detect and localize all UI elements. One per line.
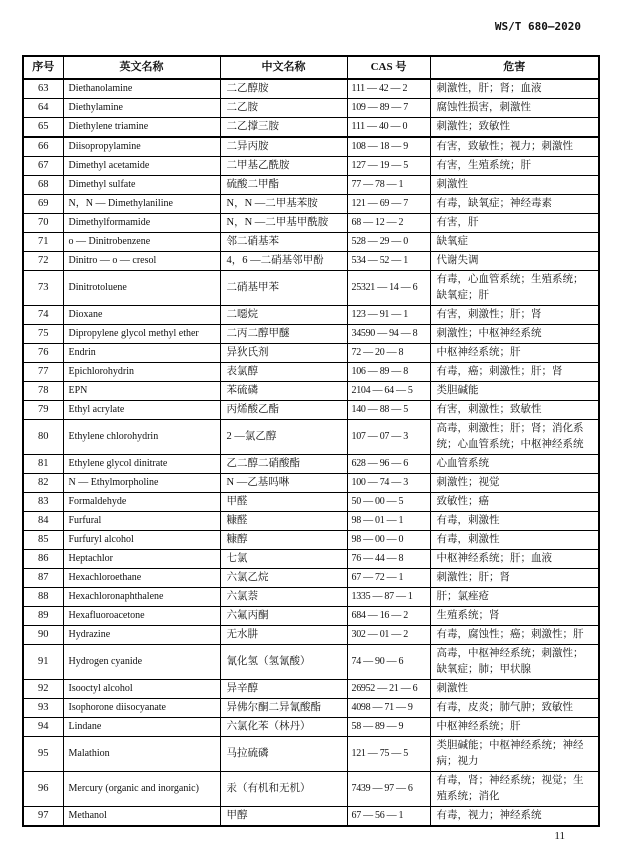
table-row <box>23 550 599 569</box>
english-name: Dimethyl sulfate <box>63 176 220 195</box>
hazard-text: 有毒，刺激性 <box>430 531 599 550</box>
hazard-text: 有害，致敏性；视力；刺激性 <box>430 137 599 157</box>
hazard-text: 有害，肝 <box>430 214 599 233</box>
cas-number: 302 — 01 — 2 <box>347 626 430 645</box>
cas-number: 123 — 91 — 1 <box>347 306 430 325</box>
row-number: 79 <box>23 401 63 420</box>
cas-number: 1335 — 87 — 1 <box>347 588 430 607</box>
hazard-text: 高毒，中枢神经系统；刺激性；缺氧症；肺；甲状腺 <box>430 645 599 680</box>
english-name: Malathion <box>63 737 220 772</box>
english-name: Dinitro — o — cresol <box>63 252 220 271</box>
cas-number: 34590 — 94 — 8 <box>347 325 430 344</box>
english-name: o — Dinitrobenzene <box>63 233 220 252</box>
cas-number: 77 — 78 — 1 <box>347 176 430 195</box>
chinese-name: 二丙二醇甲醚 <box>220 325 347 344</box>
page-number: 11 <box>554 830 565 842</box>
cas-number: 684 — 16 — 2 <box>347 607 430 626</box>
table-row <box>23 455 599 474</box>
english-name: Ethyl acrylate <box>63 401 220 420</box>
row-number: 90 <box>23 626 63 645</box>
english-name: Diethylene triamine <box>63 118 220 138</box>
english-name: Hexachloronaphthalene <box>63 588 220 607</box>
cas-number: 140 — 88 — 5 <box>347 401 430 420</box>
cas-number: 67 — 56 — 1 <box>347 807 430 827</box>
english-name: Dioxane <box>63 306 220 325</box>
english-name: Hexachloroethane <box>63 569 220 588</box>
english-name: Hydrazine <box>63 626 220 645</box>
chinese-name: 甲醛 <box>220 493 347 512</box>
cas-number: 534 — 52 — 1 <box>347 252 430 271</box>
row-number: 71 <box>23 233 63 252</box>
header-hazard: 危害 <box>430 56 599 79</box>
cas-number: 109 — 89 — 7 <box>347 99 430 118</box>
hazard-text: 中枢神经系统；肝 <box>430 718 599 737</box>
hazard-text: 刺激性；肝；肾 <box>430 569 599 588</box>
hazard-text: 高毒，刺激性；肝；肾；消化系统；心血管系统；中枢神经系统 <box>430 420 599 455</box>
english-name: Isooctyl alcohol <box>63 680 220 699</box>
row-number: 85 <box>23 531 63 550</box>
english-name: Furfural <box>63 512 220 531</box>
row-number: 97 <box>23 807 63 827</box>
hazard-text: 有毒，心血管系统；生殖系统；缺氧症；肝 <box>430 271 599 306</box>
english-name: Ethylene chlorohydrin <box>63 420 220 455</box>
chinese-name: 二异丙胺 <box>220 137 347 157</box>
chinese-name: N，N —二甲基苯胺 <box>220 195 347 214</box>
chinese-name: 氰化氢（氢氰酸） <box>220 645 347 680</box>
hazard-text: 中枢神经系统；肝；血液 <box>430 550 599 569</box>
chinese-name: 二乙胺 <box>220 99 347 118</box>
row-number: 70 <box>23 214 63 233</box>
row-number: 96 <box>23 772 63 807</box>
row-number: 84 <box>23 512 63 531</box>
chinese-name: 邻二硝基苯 <box>220 233 347 252</box>
cas-number: 74 — 90 — 6 <box>347 645 430 680</box>
english-name: Hydrogen cyanide <box>63 645 220 680</box>
table-row <box>23 588 599 607</box>
row-number: 72 <box>23 252 63 271</box>
hazard-text: 有毒，腐蚀性；癌；刺激性；肝 <box>430 626 599 645</box>
chinese-name: 硫酸二甲酯 <box>220 176 347 195</box>
table-row <box>23 99 599 118</box>
cas-number: 7439 — 97 — 6 <box>347 772 430 807</box>
english-name: Diethanolamine <box>63 79 220 99</box>
hazard-text: 刺激性；视觉 <box>430 474 599 493</box>
english-name: Isophorone diisocyanate <box>63 699 220 718</box>
table-row <box>23 569 599 588</box>
table-row <box>23 137 599 157</box>
chinese-name: 六氯化苯（林丹） <box>220 718 347 737</box>
cas-number: 58 — 89 — 9 <box>347 718 430 737</box>
english-name: Dimethylformamide <box>63 214 220 233</box>
row-number: 76 <box>23 344 63 363</box>
table-row <box>23 325 599 344</box>
hazard-text: 腐蚀性损害，刺激性 <box>430 99 599 118</box>
english-name: Epichlorohydrin <box>63 363 220 382</box>
hazard-text: 刺激性 <box>430 176 599 195</box>
chinese-name: 二硝基甲苯 <box>220 271 347 306</box>
hazard-text: 有害，刺激性；肝；肾 <box>430 306 599 325</box>
cas-number: 67 — 72 — 1 <box>347 569 430 588</box>
chinese-name: 马拉硫磷 <box>220 737 347 772</box>
row-number: 87 <box>23 569 63 588</box>
chinese-name: 二乙撑三胺 <box>220 118 347 138</box>
chinese-name: 丙烯酸乙酯 <box>220 401 347 420</box>
table-row <box>23 737 599 772</box>
cas-number: 111 — 42 — 2 <box>347 79 430 99</box>
table-header <box>23 56 599 79</box>
cas-number: 98 — 00 — 0 <box>347 531 430 550</box>
table-row <box>23 626 599 645</box>
english-name: Dimethyl acetamide <box>63 157 220 176</box>
hazard-text: 有毒，刺激性 <box>430 512 599 531</box>
hazard-text: 肝；氯痤疮 <box>430 588 599 607</box>
row-number: 63 <box>23 79 63 99</box>
row-number: 95 <box>23 737 63 772</box>
hazard-text: 刺激性；中枢神经系统 <box>430 325 599 344</box>
english-name: N，N — Dimethylaniline <box>63 195 220 214</box>
english-name: EPN <box>63 382 220 401</box>
hazard-text: 有毒，癌；刺激性；肝；肾 <box>430 363 599 382</box>
header-english-name: 英文名称 <box>63 56 220 79</box>
chinese-name: 乙二醇二硝酸酯 <box>220 455 347 474</box>
chinese-name: 糠醇 <box>220 531 347 550</box>
table-row <box>23 271 599 306</box>
hazard-text: 有害，生殖系统；肝 <box>430 157 599 176</box>
hazard-text: 刺激性；致敏性 <box>430 118 599 138</box>
hazard-text: 心血管系统 <box>430 455 599 474</box>
cas-number: 50 — 00 — 5 <box>347 493 430 512</box>
table-row <box>23 195 599 214</box>
table-row <box>23 645 599 680</box>
english-name: Diisopropylamine <box>63 137 220 157</box>
table-row <box>23 420 599 455</box>
chinese-name: 糠醛 <box>220 512 347 531</box>
chinese-name: 汞（有机和无机） <box>220 772 347 807</box>
header-chinese-name: 中文名称 <box>220 56 347 79</box>
hazard-text: 有毒，肾；神经系统；视觉；生殖系统；消化 <box>430 772 599 807</box>
row-number: 66 <box>23 137 63 157</box>
chinese-name: 二乙醇胺 <box>220 79 347 99</box>
chinese-name: N —乙基吗啉 <box>220 474 347 493</box>
english-name: Ethylene glycol dinitrate <box>63 455 220 474</box>
hazard-text: 有毒，皮炎；肺气肿；致敏性 <box>430 699 599 718</box>
table-row <box>23 252 599 271</box>
cas-number: 108 — 18 — 9 <box>347 137 430 157</box>
row-number: 91 <box>23 645 63 680</box>
english-name: Endrin <box>63 344 220 363</box>
cas-number: 68 — 12 — 2 <box>347 214 430 233</box>
cas-number: 107 — 07 — 3 <box>347 420 430 455</box>
table-row <box>23 344 599 363</box>
cas-number: 2104 — 64 — 5 <box>347 382 430 401</box>
standard-code: WS/T 680—2020 <box>494 20 581 33</box>
cas-number: 127 — 19 — 5 <box>347 157 430 176</box>
hazard-text: 刺激性 <box>430 680 599 699</box>
cas-number: 76 — 44 — 8 <box>347 550 430 569</box>
english-name: Dipropylene glycol methyl ether <box>63 325 220 344</box>
hazard-text: 生殖系统；肾 <box>430 607 599 626</box>
chinese-name: 六氯萘 <box>220 588 347 607</box>
chinese-name: N，N —二甲基甲酰胺 <box>220 214 347 233</box>
hazard-text: 有毒，视力；神经系统 <box>430 807 599 827</box>
chinese-name: 二甲基乙酰胺 <box>220 157 347 176</box>
row-number: 77 <box>23 363 63 382</box>
cas-number: 25321 — 14 — 6 <box>347 271 430 306</box>
cas-number: 72 — 20 — 8 <box>347 344 430 363</box>
row-number: 82 <box>23 474 63 493</box>
english-name: Hexafluoroacetone <box>63 607 220 626</box>
row-number: 80 <box>23 420 63 455</box>
cas-number: 121 — 75 — 5 <box>347 737 430 772</box>
english-name: Formaldehyde <box>63 493 220 512</box>
hazard-text: 代谢失调 <box>430 252 599 271</box>
english-name: Furfuryl alcohol <box>63 531 220 550</box>
row-number: 65 <box>23 118 63 138</box>
english-name: Heptachlor <box>63 550 220 569</box>
row-number: 69 <box>23 195 63 214</box>
row-number: 83 <box>23 493 63 512</box>
table-row <box>23 306 599 325</box>
row-number: 73 <box>23 271 63 306</box>
table-row <box>23 807 599 827</box>
chinese-name: 2 —氯乙醇 <box>220 420 347 455</box>
cas-number: 4098 — 71 — 9 <box>347 699 430 718</box>
english-name: Diethylamine <box>63 99 220 118</box>
english-name: Methanol <box>63 807 220 827</box>
row-number: 94 <box>23 718 63 737</box>
chinese-name: 六氟丙酮 <box>220 607 347 626</box>
table-row <box>23 79 599 99</box>
table-row <box>23 493 599 512</box>
hazard-text: 类胆碱能 <box>430 382 599 401</box>
cas-number: 100 — 74 — 3 <box>347 474 430 493</box>
hazard-text: 中枢神经系统；肝 <box>430 344 599 363</box>
english-name: Dinitrotoluene <box>63 271 220 306</box>
row-number: 88 <box>23 588 63 607</box>
hazard-text: 缺氧症 <box>430 233 599 252</box>
row-number: 74 <box>23 306 63 325</box>
header-cas-number: CAS 号 <box>347 56 430 79</box>
row-number: 68 <box>23 176 63 195</box>
english-name: N — Ethylmorpholine <box>63 474 220 493</box>
english-name: Mercury (organic and inorganic) <box>63 772 220 807</box>
cas-number: 98 — 01 — 1 <box>347 512 430 531</box>
row-number: 64 <box>23 99 63 118</box>
cas-number: 528 — 29 — 0 <box>347 233 430 252</box>
hazard-text: 刺激性，肝；肾；血液 <box>430 79 599 99</box>
table-row <box>23 699 599 718</box>
table-row <box>23 718 599 737</box>
chemical-table-body <box>23 79 599 826</box>
chinese-name: 六氯乙烷 <box>220 569 347 588</box>
chinese-name: 苯硫磷 <box>220 382 347 401</box>
cas-number: 26952 — 21 — 6 <box>347 680 430 699</box>
cas-number: 111 — 40 — 0 <box>347 118 430 138</box>
hazard-text: 类胆碱能；中枢神经系统；神经病；视力 <box>430 737 599 772</box>
hazard-text: 致敏性；癌 <box>430 493 599 512</box>
table-row <box>23 474 599 493</box>
table-row <box>23 772 599 807</box>
chinese-name: 4，6 —二硝基邻甲酚 <box>220 252 347 271</box>
chinese-name: 异狄氏剂 <box>220 344 347 363</box>
row-number: 86 <box>23 550 63 569</box>
table-row <box>23 680 599 699</box>
chinese-name: 异辛醇 <box>220 680 347 699</box>
hazard-text: 有害，刺激性；致敏性 <box>430 401 599 420</box>
table-header-row <box>23 56 599 79</box>
table-row <box>23 401 599 420</box>
row-number: 92 <box>23 680 63 699</box>
chinese-name: 无水肼 <box>220 626 347 645</box>
table-row <box>23 118 599 138</box>
cas-number: 628 — 96 — 6 <box>347 455 430 474</box>
chinese-name: 二噁烷 <box>220 306 347 325</box>
cas-number: 106 — 89 — 8 <box>347 363 430 382</box>
english-name: Lindane <box>63 718 220 737</box>
table-row <box>23 176 599 195</box>
table-row <box>23 157 599 176</box>
chemical-hazard-table <box>22 55 600 827</box>
table-row <box>23 382 599 401</box>
row-number: 81 <box>23 455 63 474</box>
chinese-name: 甲醇 <box>220 807 347 827</box>
row-number: 75 <box>23 325 63 344</box>
table-row <box>23 531 599 550</box>
row-number: 78 <box>23 382 63 401</box>
table-row <box>23 607 599 626</box>
hazard-text: 有毒，缺氧症；神经毒素 <box>430 195 599 214</box>
header-index: 序号 <box>23 56 63 79</box>
row-number: 93 <box>23 699 63 718</box>
chinese-name: 表氯醇 <box>220 363 347 382</box>
row-number: 89 <box>23 607 63 626</box>
table-row <box>23 512 599 531</box>
table-row <box>23 214 599 233</box>
chinese-name: 七氯 <box>220 550 347 569</box>
table-row <box>23 363 599 382</box>
row-number: 67 <box>23 157 63 176</box>
cas-number: 121 — 69 — 7 <box>347 195 430 214</box>
chinese-name: 异佛尔酮二异氰酸酯 <box>220 699 347 718</box>
table-row <box>23 233 599 252</box>
